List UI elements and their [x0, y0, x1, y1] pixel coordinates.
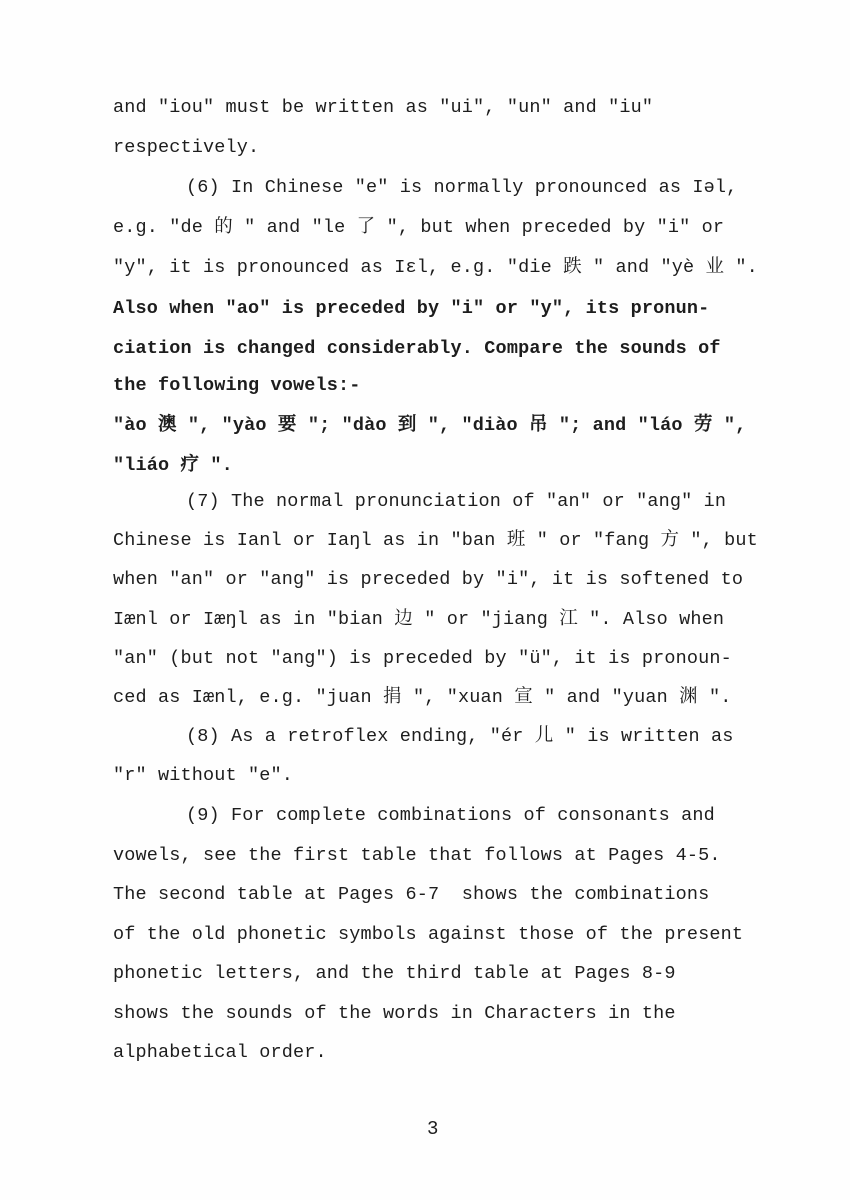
paragraph-8-line-2: "r" without "e". — [113, 765, 294, 786]
paragraph-6-line-2: e.g. "de 的 " and "le 了 ", but when preceded by "i" or — [113, 217, 725, 238]
paragraph-7-line-2: Chinese is Ianl or Iaŋl as in "ban 班 " or "fang 方 ", but — [113, 530, 758, 551]
paragraph-9-line-7: alphabetical order. — [113, 1042, 327, 1063]
paragraph-7-line-6: ced as Iænl, e.g. "juan 捐 ", "xuan 宣 " and "yuan 渊 ". — [113, 687, 732, 708]
paragraph-9-line-1: (9) For complete combinations of consonants and — [186, 805, 715, 826]
page-number: 3 — [427, 1118, 439, 1140]
paragraph-9-line-3: The second table at Pages 6-7 shows the combinations — [113, 884, 710, 905]
text-line-1: and "iou" must be written as "ui", "un" and "iu" — [113, 97, 654, 118]
paragraph-6-line-7: "ào 澳 ", "yào 要 "; "dào 到 ", "diào 吊 "; and "láo 劳 ", — [113, 415, 747, 436]
paragraph-7-line-5: "an" (but not "ang") is preceded by "ü", it is pronoun- — [113, 648, 732, 669]
text-line-2: respectively. — [113, 137, 260, 158]
paragraph-7-line-4: Iænl or Iæŋl as in "bian 边 " or "jiang 江 ". Also when — [113, 609, 725, 630]
paragraph-6-line-4: Also when "ao" is preceded by "i" or "y", its pronun- — [113, 298, 710, 319]
paragraph-6-line-5: ciation is changed considerably. Compare the sounds of — [113, 338, 721, 359]
paragraph-6-line-6: the following vowels:- — [113, 375, 361, 396]
paragraph-9-line-4: of the old phonetic symbols against those of the present — [113, 924, 744, 945]
paragraph-6-line-8: "liáo 疗 ". — [113, 455, 233, 476]
paragraph-9-line-5: phonetic letters, and the third table at Pages 8-9 — [113, 963, 676, 984]
paragraph-6-line-3: "y", it is pronounced as Iɛl, e.g. "die 跌 " and "yè 业 ". — [113, 257, 758, 278]
paragraph-8-line-1: (8) As a retroflex ending, "ér 儿 " is written as — [186, 726, 734, 747]
paragraph-9-line-2: vowels, see the first table that follows at Pages 4-5. — [113, 845, 721, 866]
paragraph-7-line-1: (7) The normal pronunciation of "an" or "ang" in — [186, 491, 727, 512]
paragraph-7-line-3: when "an" or "ang" is preceded by "i", it is softened to — [113, 569, 744, 590]
paragraph-9-line-6: shows the sounds of the words in Characters in the — [113, 1003, 676, 1024]
paragraph-6-line-1: (6) In Chinese "e" is normally pronounced as Iəl, — [186, 177, 738, 198]
